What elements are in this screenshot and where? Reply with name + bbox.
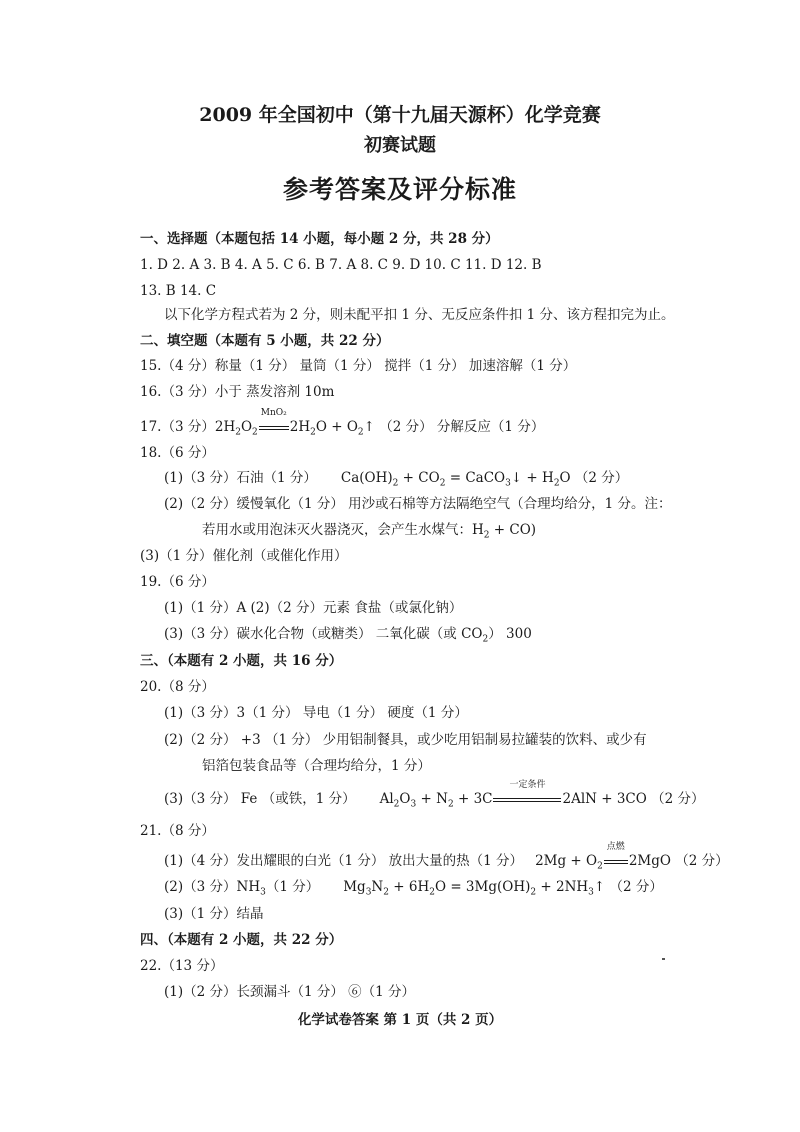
q20-3-prefix: (3)（3 分） Fe （或铁，1 分） bbox=[164, 791, 356, 807]
equation-scoring-note: 以下化学方程式若为 2 分，则未配平扣 1 分、无反应条件扣 1 分、该方程扣完为止。 bbox=[164, 307, 675, 323]
q19-3-prefix: (3)（3 分）碳水化合物（或糖类） 二氧化碳（或 CO bbox=[164, 626, 483, 642]
answer-q21-3: (3)（1 分）结晶 bbox=[164, 906, 264, 922]
answer-q18-2-line-2: 若用水或用泡沫灭火器浇灭，会产生水煤气：$H_2 + CO$) bbox=[202, 522, 537, 541]
q21-1-suffix: （2 分） bbox=[675, 853, 729, 869]
section-2-heading: 二、填空题（本题有 5 小题，共 22 分） bbox=[140, 333, 390, 349]
q17-suffix: （2 分） 分解反应（1 分） bbox=[379, 419, 545, 435]
answer-q20-2-line-1: (2)（2 分） +3 （1 分） 少用铝制餐具，或少吃用铝制易拉罐装的饮料、或少有 bbox=[164, 732, 647, 748]
answer-q21: 21.（8 分） bbox=[140, 823, 215, 839]
page-footer: 化学试卷答案 第 1 页（共 2 页） bbox=[297, 1012, 503, 1028]
q17-prefix: 17.（3 分） bbox=[140, 419, 215, 435]
section-3-heading: 三、（本题有 2 小题，共 16 分） bbox=[140, 653, 343, 669]
answer-q20-3: (3)（3 分） Fe （或铁，1 分） $Al_2O_3 + N_2 + 3C$ 一定条件 2AlN + 3CO （2 分） bbox=[164, 780, 705, 810]
answer-q19: 19.（6 分） bbox=[140, 574, 215, 590]
reaction-condition-label: 一定条件 bbox=[509, 780, 546, 790]
answer-key-title: 参考答案及评分标准 bbox=[282, 175, 517, 204]
answer-q20-1: (1)（3 分）3（1 分） 导电（1 分） 硬度（1 分） bbox=[164, 705, 468, 721]
q20-3-suffix: （2 分） bbox=[651, 791, 705, 807]
q19-3-suffix: ） 300 bbox=[488, 626, 532, 642]
reaction-condition-label: MnO₂ bbox=[260, 408, 287, 418]
answer-q18-2-line-1: (2)（2 分）缓慢氧化（1 分） 用沙或石棉等方法隔绝空气（合理均给分，1 分。注： bbox=[164, 496, 672, 512]
section-1-heading: 一、选择题（本题包括 14 小题，每小题 2 分，共 28 分） bbox=[140, 231, 499, 247]
answer-q17: 17.（3 分）$2H_2O_2$ MnO₂ $2H_2O$ + $O_2↑$ （2 分） 分解反应（1 分） bbox=[140, 408, 545, 438]
exam-subtitle: 初赛试题 bbox=[364, 135, 436, 156]
answer-q19-3: (3)（3 分）碳水化合物（或糖类） 二氧化碳（或 $CO_2$） 300 bbox=[164, 626, 532, 645]
answer-q22: 22.（13 分） bbox=[140, 958, 224, 974]
mc-answers-line-1: 1. D 2. A 3. B 4. A 5. C 6. B 7. A 8. C 9. D 10. C 11. D 12. B bbox=[140, 257, 542, 273]
answer-q19-1: (1)（1 分）A (2)（2 分）元素 食盐（或氯化钠） bbox=[164, 600, 463, 616]
answer-q21-1: (1)（4 分）发出耀眼的白光（1 分） 放出大量的热（1 分） $2Mg + O_2$ 点燃 2MgO （2 分） bbox=[164, 842, 729, 872]
answer-q18-3: (3)（1 分）催化剂（或催化作用） bbox=[140, 548, 348, 564]
q21-2-mid: （1 分） bbox=[265, 879, 320, 895]
q18-1-suffix: （2 分） bbox=[574, 470, 629, 486]
scan-speck bbox=[662, 958, 665, 960]
answer-q20: 20.（8 分） bbox=[140, 679, 215, 695]
answer-q18: 18.（6 分） bbox=[140, 445, 215, 461]
answer-q21-2: (2)（3 分）$NH_3(1$ 分） $Mg_3N_2 + 6H_2O = 3Mg(OH)_2$ + $2NH_3↑$ （2 分） bbox=[164, 879, 663, 898]
answer-q15: 15.（4 分）称量（1 分） 量筒（1 分） 搅拌（1 分） 加速溶解（1 分） bbox=[140, 358, 577, 374]
mc-answers-line-2: 13. B 14. C bbox=[140, 283, 217, 299]
q21-1-prefix: (1)（4 分）发出耀眼的白光（1 分） 放出大量的热（1 分） bbox=[164, 853, 524, 869]
q21-2-prefix: (2)（3 分）NH bbox=[164, 879, 261, 895]
answer-q20-2-line-2: 铝箔包装食品等（合理均给分，1 分） bbox=[202, 758, 431, 774]
reaction-condition-arrow bbox=[492, 780, 562, 808]
answer-q22-1: (1)（2 分）长颈漏斗（1 分） ⑥（1 分） bbox=[164, 984, 416, 1000]
q21-2-suffix: （2 分） bbox=[609, 879, 663, 895]
section-4-heading: 四、（本题有 2 小题，共 22 分） bbox=[140, 932, 343, 948]
reaction-condition-arrow bbox=[258, 408, 290, 436]
reaction-condition-label: 点燃 bbox=[606, 842, 625, 852]
exam-title: 2009 年全国初中（第十九届天源杯）化学竞赛 bbox=[199, 104, 601, 126]
q18-1-prefix: (1)（3 分）石油（1 分） bbox=[164, 470, 317, 486]
q18-2-line-2-text: 若用水或用泡沫灭火器浇灭，会产生水煤气： bbox=[202, 522, 472, 538]
answer-q16: 16.（3 分）小于 蒸发溶剂 10m bbox=[140, 384, 335, 400]
answer-q18-1: (1)（3 分）石油（1 分） $Ca(OH)_2 + CO_2$ = CaCO$_3$↓ + $H_2O$ （2 分） bbox=[164, 470, 629, 489]
reaction-condition-arrow bbox=[603, 842, 629, 870]
